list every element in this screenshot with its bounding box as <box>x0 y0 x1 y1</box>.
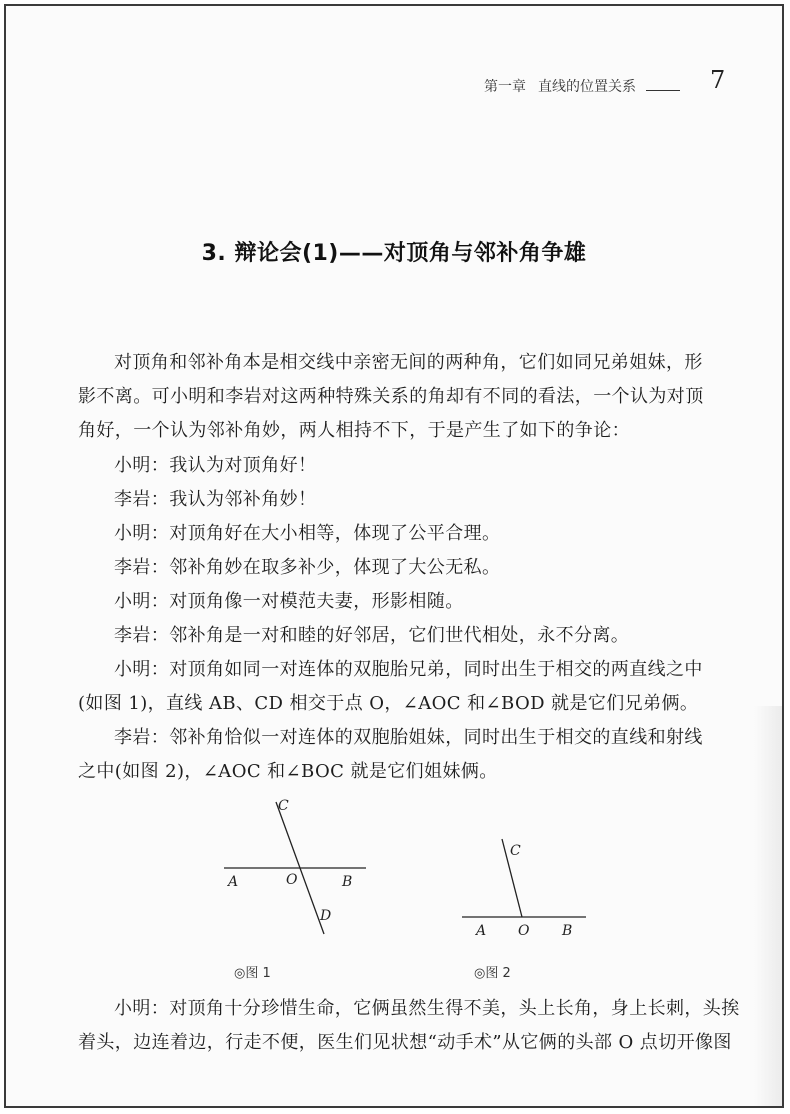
dialogue-line: 李岩：邻补角妙在取多补少，体现了大公无私。 <box>114 557 501 578</box>
figure-2-caption: ◎图 2 <box>474 966 511 981</box>
chapter-label: 第一章 <box>484 79 526 95</box>
dialogue-block <box>78 449 734 789</box>
intro-paragraph <box>78 346 734 448</box>
figure-1-caption: ◎图 1 <box>234 966 271 981</box>
header-rule <box>646 90 680 91</box>
label-c: C <box>510 843 521 859</box>
closing-paragraph <box>78 992 740 1060</box>
text-line: 对顶角和邻补角本是相交线中亲密无间的两种角，它们如同兄弟姐妹，形 <box>114 352 703 373</box>
text-line: 着头，边连着边，行走不便，医生们见状想“动手术”从它俩的头部 O 点切开像图 <box>78 1032 732 1053</box>
page-number: 7 <box>710 66 726 94</box>
dialogue-line: 小明：对顶角像一对模范夫妻，形影相随。 <box>114 591 464 612</box>
dialogue-line: 李岩：邻补角是一对和睦的好邻居，它们世代相处，永不分离。 <box>114 625 630 646</box>
text-line: 影不离。可小明和李岩对这两种特殊关系的角却有不同的看法，一个认为对顶 <box>78 386 704 407</box>
label-b: B <box>342 874 353 890</box>
dialogue-line: 小明：对顶角如同一对连体的双胞胎兄弟，同时出生于相交的两直线之中 <box>114 659 703 680</box>
dialogue-line: 小明：对顶角好在大小相等，体现了公平合理。 <box>114 523 501 544</box>
label-o: O <box>518 923 530 939</box>
section-title: 3. 辩论会(1)——对顶角与邻补角争雄 <box>201 241 587 266</box>
label-o: O <box>286 872 298 888</box>
text-line: 小明：对顶角十分珍惜生命，它俩虽然生得不美，头上长角，身上长刺，头挨 <box>114 998 740 1019</box>
label-b: B <box>562 923 573 939</box>
dialogue-line: 小明：我认为对顶角好！ <box>114 455 317 476</box>
chapter-title: 直线的位置关系 <box>538 79 636 95</box>
label-a: A <box>476 923 487 939</box>
scan-shadow <box>754 706 782 1106</box>
dialogue-line: 李岩：我认为邻补角妙！ <box>114 489 317 510</box>
dialogue-line: 李岩：邻补角恰似一对连体的双胞胎姐妹，同时出生于相交的直线和射线 <box>114 727 703 748</box>
label-a: A <box>228 874 239 890</box>
running-header <box>484 66 734 96</box>
figure-1-diagram <box>216 796 386 946</box>
dialogue-line: 之中(如图 2)，∠AOC 和∠BOC 就是它们姐妹俩。 <box>78 761 498 782</box>
text-line: 角好，一个认为邻补角妙，两人相持不下，于是产生了如下的争论： <box>78 420 630 441</box>
label-d: D <box>320 908 332 924</box>
figure-2-diagram <box>456 831 606 941</box>
dialogue-line: (如图 1)，直线 AB、CD 相交于点 O，∠AOC 和∠BOD 就是它们兄弟俩。 <box>78 693 699 714</box>
label-c: C <box>278 798 289 814</box>
book-page <box>4 4 784 1108</box>
